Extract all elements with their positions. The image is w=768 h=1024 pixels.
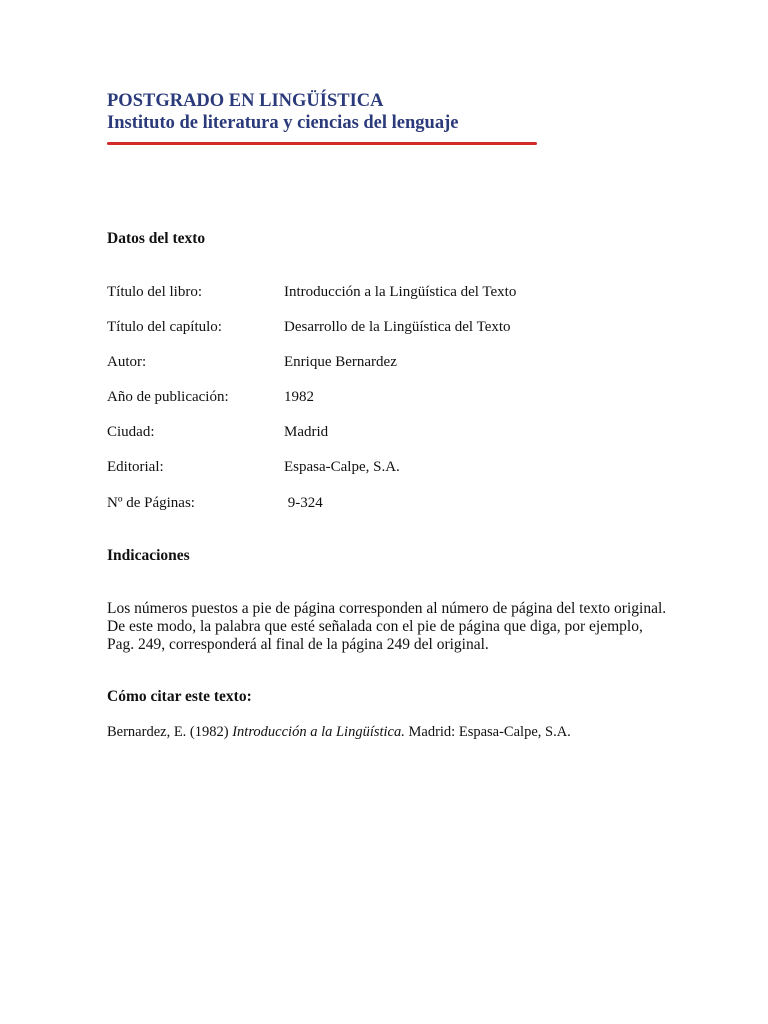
citation-text: [107, 723, 707, 741]
program-title: POSTGRADO EN LINGÜÍSTICA: [107, 91, 384, 111]
field-label: Nº de Páginas:: [107, 495, 195, 511]
section-title-indicaciones: Indicaciones: [107, 547, 190, 564]
field-label: Título del capítulo:: [107, 319, 222, 335]
field-value: Enrique Bernardez: [284, 354, 397, 370]
citation-title: Introducción a la Lingüística.: [232, 724, 405, 740]
field-label: Ciudad:: [107, 424, 155, 440]
field-value: 1982: [284, 389, 314, 405]
institute-title: Instituto de literatura y ciencias del lenguaje: [107, 113, 459, 133]
field-label: Título del libro:: [107, 284, 202, 300]
field-row-paginas: [107, 493, 667, 513]
citation-suffix: Madrid: Espasa-Calpe, S.A.: [404, 724, 571, 740]
field-row-anio: [107, 387, 667, 407]
field-row-editorial: [107, 457, 667, 477]
field-row-autor: [107, 352, 667, 372]
citation-prefix: Bernardez, E. (1982): [107, 724, 233, 740]
field-value: Espasa-Calpe, S.A.: [284, 459, 400, 475]
document-header: [107, 90, 547, 134]
field-value: Introducción a la Lingüística del Texto: [284, 284, 517, 300]
field-value: Madrid: [284, 424, 329, 440]
field-row-ciudad: [107, 422, 667, 442]
field-value: Desarrollo de la Lingüística del Texto: [284, 319, 511, 335]
field-row-titulo-capitulo: [107, 317, 667, 337]
field-label: Editorial:: [107, 459, 164, 475]
field-row-titulo-libro: [107, 282, 667, 302]
header-divider: [107, 142, 537, 145]
field-label: Autor:: [107, 354, 147, 370]
section-title-datos: Datos del texto: [107, 230, 206, 247]
section-title-citar: Cómo citar este texto:: [107, 688, 252, 705]
indicaciones-paragraph: Los números puestos a pie de página corresponden al número de página del texto original. De este modo, la palabra que esté señalada con el pie de página que diga, por ejemplo, Pag. 249, corresponderá al final de la página 249 del original.: [107, 600, 667, 653]
field-value: 9-324: [284, 495, 323, 511]
field-label: Año de publicación:: [107, 389, 229, 405]
